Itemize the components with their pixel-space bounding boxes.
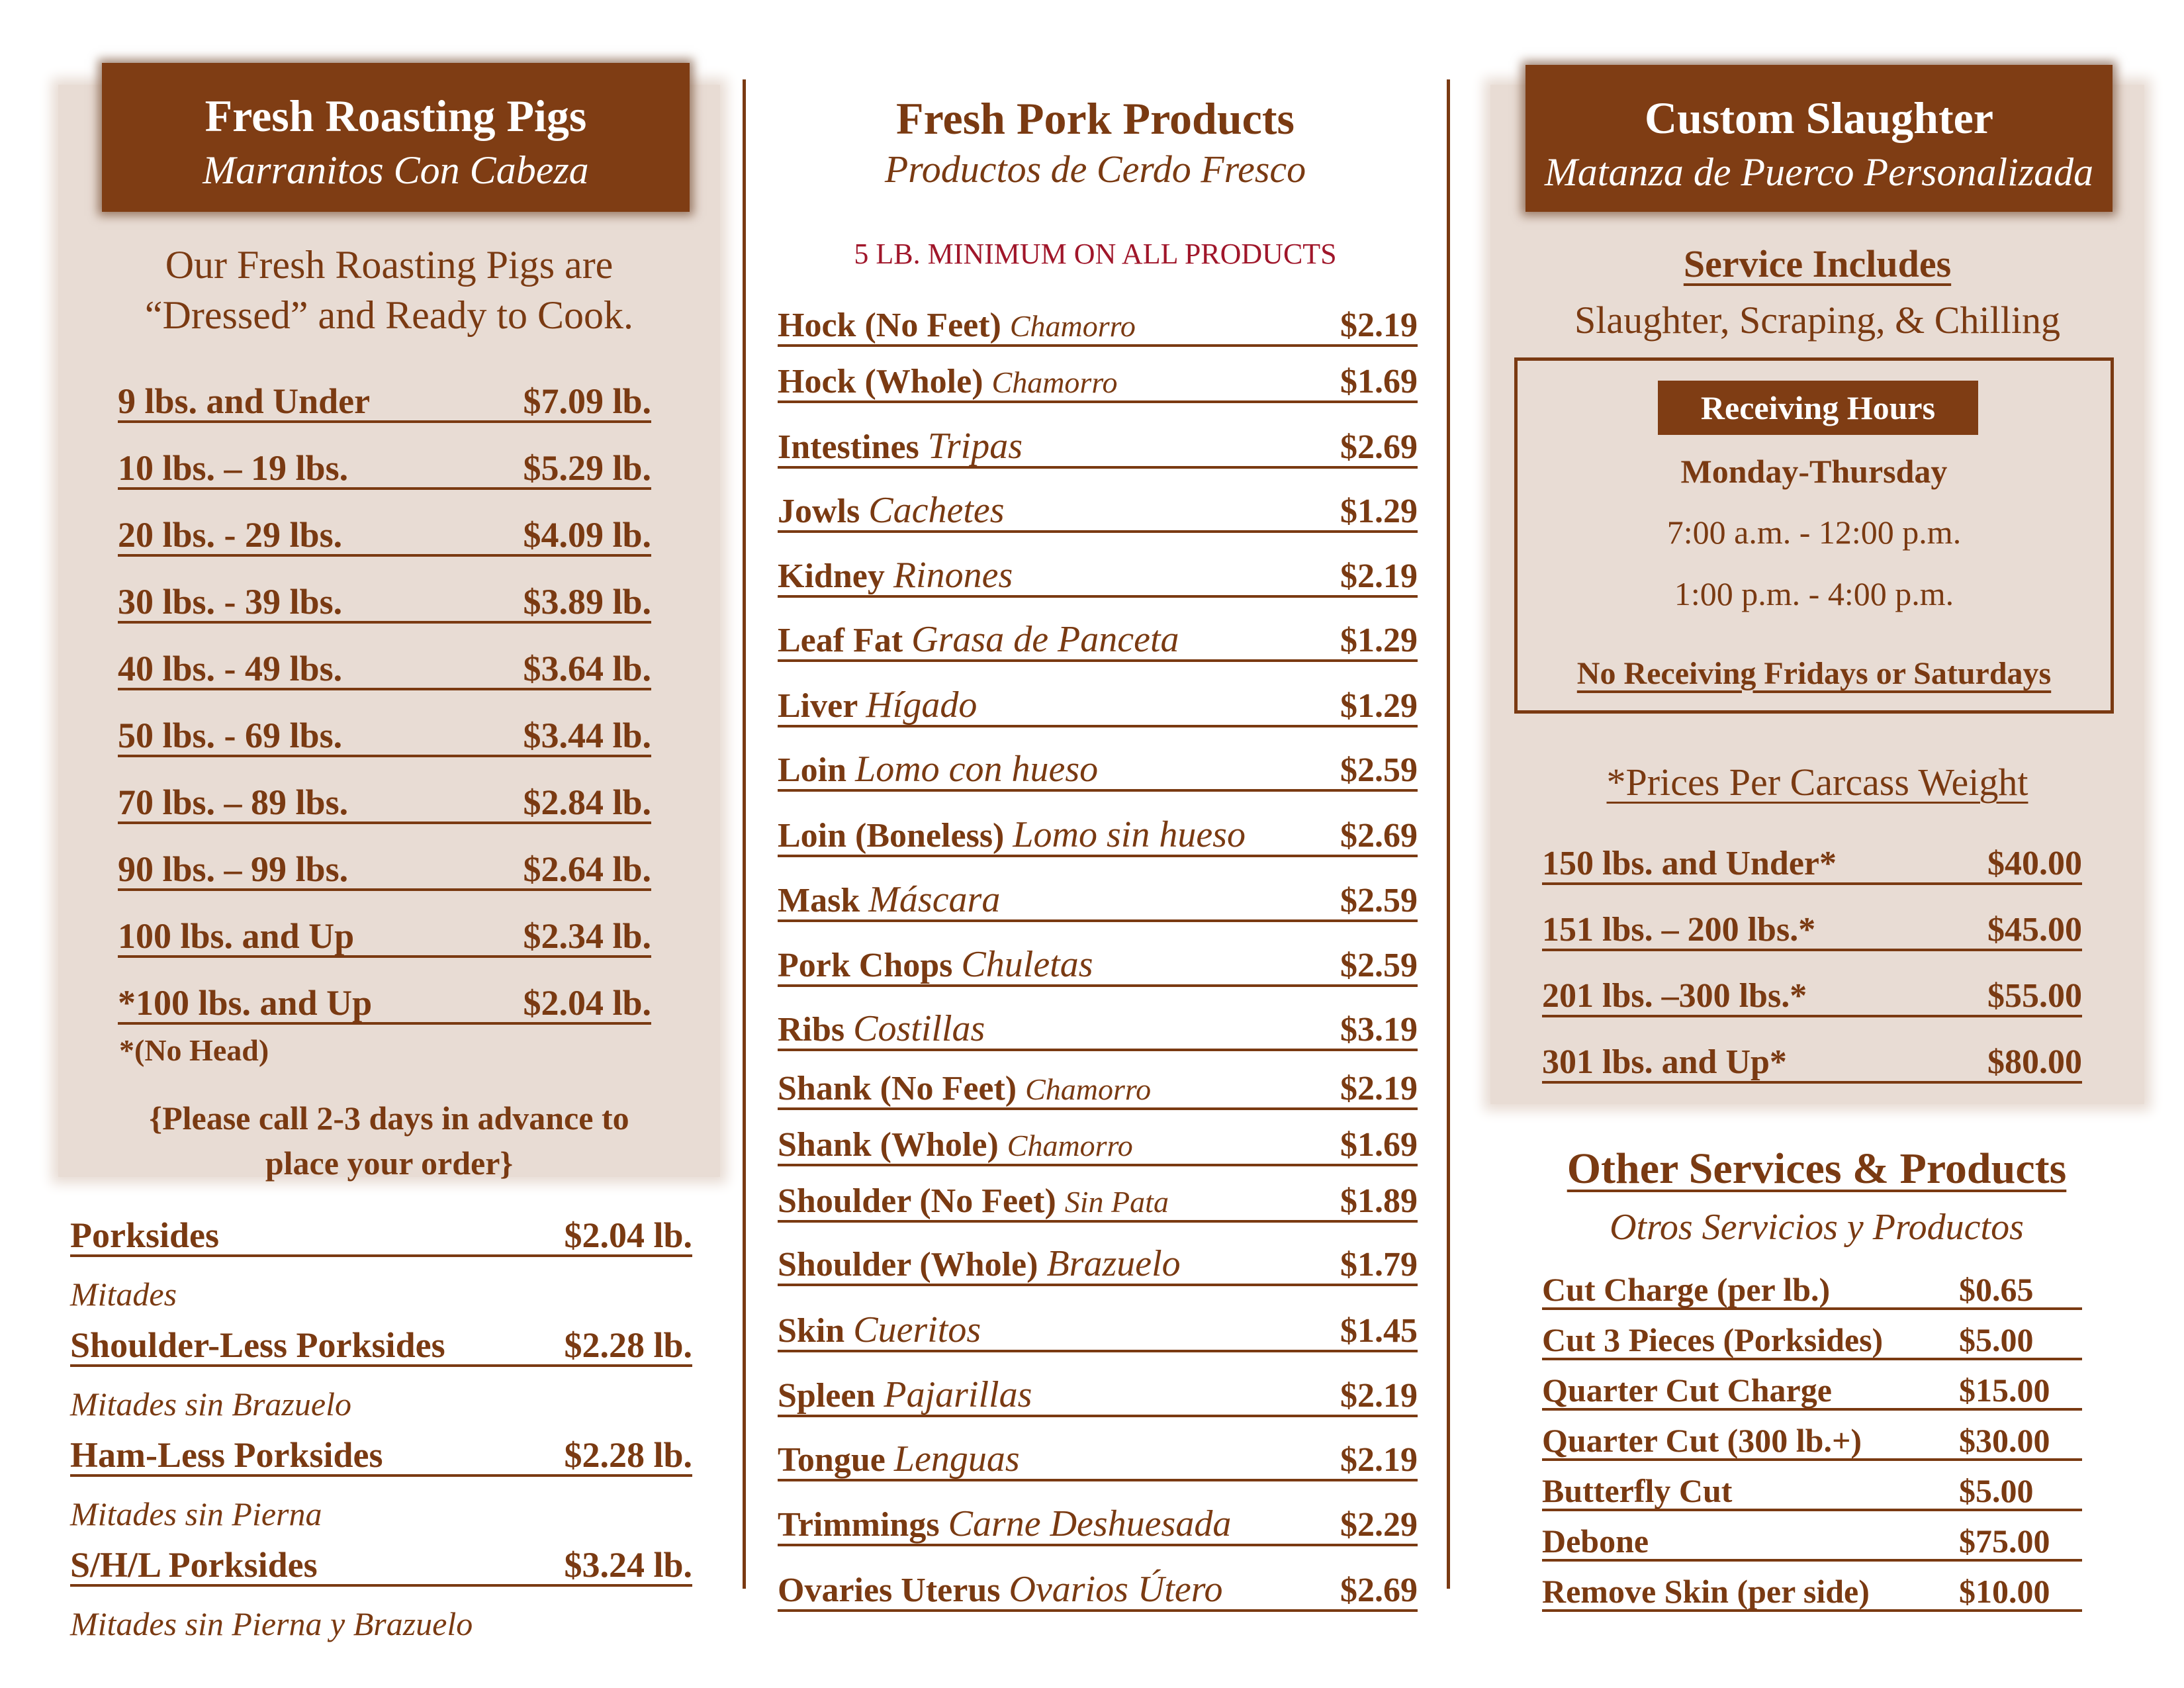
- roasting-intro: [58, 240, 720, 340]
- product-name: Shank (No Feet): [778, 1070, 1017, 1107]
- roasting-price-row: [118, 784, 651, 824]
- price-per-lb: $2.64 lb.: [523, 849, 651, 889]
- other-services-title-text: Other Services & Products: [1567, 1145, 2067, 1193]
- other-services-title: [1469, 1144, 2164, 1194]
- product-spanish: Tripas: [927, 426, 1023, 467]
- pork-product-label: [778, 1244, 1181, 1284]
- product-name: Jowls: [778, 492, 860, 530]
- porksides-name: S/H/L Porksides: [70, 1545, 318, 1585]
- other-service-row: [1542, 1574, 2082, 1612]
- no-head-note: *(No Head): [119, 1033, 269, 1067]
- pork-product-row: [778, 427, 1418, 469]
- slaughter-title: Custom Slaughter: [1644, 93, 1994, 143]
- product-name: Leaf Fat: [778, 622, 903, 659]
- product-spanish: Cueritos: [853, 1309, 981, 1350]
- porksides-price: $2.28 lb.: [564, 1325, 692, 1365]
- product-price: $1.29: [1340, 622, 1418, 659]
- column-divider-left: [743, 79, 746, 1589]
- weight-range: *100 lbs. and Up: [118, 983, 373, 1023]
- product-spanish: Brazuelo: [1046, 1243, 1181, 1284]
- weight-range: 9 lbs. and Under: [118, 381, 371, 421]
- service-includes-label: Service Includes: [1683, 242, 1952, 285]
- roasting-price-row: [118, 583, 651, 624]
- pork-product-row: [778, 1570, 1418, 1612]
- pork-product-row: [778, 1127, 1418, 1166]
- product-name: Tongue: [778, 1441, 886, 1479]
- pork-product-label: [778, 427, 1023, 466]
- product-spanish: Hígado: [866, 684, 978, 726]
- product-spanish: Lomo con hueso: [855, 749, 1099, 790]
- other-service-row: [1542, 1323, 2082, 1360]
- carcass-weight-note: [1490, 760, 2144, 804]
- porksides-name: Ham-Less Porksides: [70, 1435, 383, 1475]
- receiving-time-afternoon: 1:00 p.m. - 4:00 p.m.: [1674, 575, 1954, 612]
- product-price: $1.79: [1340, 1246, 1418, 1284]
- pork-product-label: [778, 1376, 1032, 1415]
- carcass-weight-range: 150 lbs. and Under*: [1542, 845, 1837, 882]
- porksides-spanish: Mitades sin Pierna: [70, 1495, 322, 1532]
- product-spanish: Ovarios Útero: [1009, 1569, 1223, 1610]
- service-includes-text: Slaughter, Scraping, & Chilling: [1574, 299, 2060, 342]
- weight-range: 90 lbs. – 99 lbs.: [118, 849, 349, 889]
- product-name: Pork Chops: [778, 947, 953, 984]
- roasting-price-row: [118, 984, 651, 1025]
- roasting-price-row: [118, 449, 651, 490]
- pork-product-row: [778, 1505, 1418, 1546]
- product-spanish: Lenguas: [893, 1438, 1020, 1479]
- slaughter-subtitle: Matanza de Puerco Personalizada: [1544, 150, 2094, 194]
- pork-product-label: [778, 1570, 1223, 1609]
- pork-product-row: [778, 620, 1418, 662]
- receiving-time-morning: 7:00 a.m. - 12:00 p.m.: [1666, 514, 1962, 551]
- product-name: Spleen: [778, 1377, 876, 1415]
- product-name: Intestines: [778, 428, 919, 466]
- carcass-weight-range: 301 lbs. and Up*: [1542, 1043, 1787, 1081]
- product-price: $2.19: [1340, 1070, 1418, 1107]
- pork-product-label: [778, 945, 1093, 984]
- pork-product-row: [778, 1244, 1418, 1286]
- pork-title: Fresh Pork Products: [896, 93, 1295, 144]
- service-name: Quarter Cut (300 lb.+): [1542, 1423, 1959, 1461]
- roasting-price-row: [118, 717, 651, 757]
- product-spanish: Rinones: [893, 555, 1013, 596]
- product-spanish: Carne Deshuesada: [948, 1503, 1232, 1544]
- product-price: $2.19: [1340, 1441, 1418, 1479]
- call-ahead-note: [58, 1096, 720, 1186]
- pork-product-row: [778, 491, 1418, 533]
- weight-range: 40 lbs. - 49 lbs.: [118, 649, 343, 688]
- service-name: Quarter Cut Charge: [1542, 1373, 1959, 1411]
- porksides-price: $2.04 lb.: [564, 1215, 692, 1255]
- pork-product-row: [778, 945, 1418, 987]
- porksides-name: Shoulder-Less Porksides: [70, 1325, 445, 1365]
- product-spanish: Sin Pata: [1064, 1185, 1169, 1219]
- column-divider-right: [1447, 79, 1450, 1589]
- pork-product-label: [778, 308, 1136, 344]
- service-price: $15.00: [1959, 1373, 2082, 1411]
- roasting-intro-line2: “Dressed” and Ready to Cook.: [144, 293, 634, 337]
- pork-product-label: [778, 364, 1118, 400]
- product-price: $1.29: [1340, 687, 1418, 725]
- pork-product-label: [778, 620, 1179, 659]
- product-spanish: Chamorro: [1009, 309, 1136, 343]
- carcass-weight-range: 151 lbs. – 200 lbs.*: [1542, 911, 1816, 949]
- product-spanish: Lomo sin hueso: [1013, 814, 1246, 855]
- product-price: $2.19: [1340, 306, 1418, 344]
- service-name: Cut Charge (per lb.): [1542, 1272, 1959, 1310]
- service-price: $0.65: [1959, 1272, 2082, 1310]
- roasting-price-row: [118, 851, 651, 891]
- product-price: $2.19: [1340, 1377, 1418, 1415]
- weight-range: 30 lbs. - 39 lbs.: [118, 582, 343, 622]
- price-per-lb: $7.09 lb.: [523, 381, 651, 421]
- slaughter-price: $55.00: [1987, 977, 2082, 1015]
- price-per-lb: $3.64 lb.: [523, 649, 651, 688]
- roasting-subtitle: Marranitos Con Cabeza: [203, 148, 589, 192]
- product-spanish: Pajarillas: [884, 1374, 1032, 1415]
- service-name: Butterfly Cut: [1542, 1474, 1959, 1511]
- pork-product-row: [778, 308, 1418, 347]
- service-price: $5.00: [1959, 1323, 2082, 1360]
- price-per-lb: $5.29 lb.: [523, 448, 651, 488]
- slaughter-price: $80.00: [1987, 1043, 2082, 1081]
- roasting-price-row: [118, 650, 651, 690]
- pork-product-label: [778, 1311, 981, 1350]
- product-name: Ovaries Uterus: [778, 1571, 1001, 1609]
- porksides-price: $3.24 lb.: [564, 1545, 692, 1585]
- pork-product-row: [778, 1311, 1418, 1352]
- product-name: Kidney: [778, 557, 885, 595]
- porksides-spanish: Mitades sin Pierna y Brazuelo: [70, 1605, 473, 1642]
- service-price: $30.00: [1959, 1423, 2082, 1461]
- other-service-row: [1542, 1423, 2082, 1461]
- price-per-lb: $4.09 lb.: [523, 515, 651, 555]
- product-name: Hock (No Feet): [778, 306, 1001, 344]
- pork-product-label: [778, 556, 1013, 595]
- product-price: $2.69: [1340, 1571, 1418, 1609]
- price-per-lb: $2.04 lb.: [523, 983, 651, 1023]
- weight-range: 70 lbs. – 89 lbs.: [118, 782, 349, 822]
- roasting-header: [102, 63, 690, 212]
- call-ahead-line2: place your order}: [265, 1145, 514, 1182]
- carcass-weight-text: *Prices Per Carcass Weight: [1606, 761, 2028, 804]
- service-name: Remove Skin (per side): [1542, 1574, 1959, 1612]
- pork-product-label: [778, 880, 1000, 919]
- product-name: Loin: [778, 751, 847, 789]
- price-per-lb: $3.89 lb.: [523, 582, 651, 622]
- pork-product-row: [778, 1009, 1418, 1051]
- porksides-row: [70, 1436, 692, 1477]
- call-ahead-line1: {Please call 2-3 days in advance to: [149, 1100, 629, 1137]
- product-price: $1.69: [1340, 1126, 1418, 1164]
- pork-product-label: [778, 816, 1246, 855]
- minimum-order-note: 5 LB. MINIMUM ON ALL PRODUCTS: [854, 238, 1337, 270]
- pork-product-label: [778, 1071, 1151, 1107]
- pork-product-label: [778, 686, 977, 725]
- product-name: Mask: [778, 882, 860, 919]
- slaughter-price: $40.00: [1987, 845, 2082, 882]
- pork-product-row: [778, 364, 1418, 403]
- pork-product-label: [778, 1505, 1231, 1544]
- product-price: $1.29: [1340, 492, 1418, 530]
- product-name: Shoulder (Whole): [778, 1246, 1038, 1284]
- product-name: Liver: [778, 687, 858, 725]
- pork-product-row: [778, 1071, 1418, 1110]
- roasting-price-row: [118, 516, 651, 557]
- product-name: Shoulder (No Feet): [778, 1182, 1056, 1220]
- porksides-spanish: Mitades sin Brazuelo: [70, 1385, 351, 1423]
- pork-product-row: [778, 686, 1418, 727]
- product-price: $1.69: [1340, 363, 1418, 400]
- roasting-title: Fresh Roasting Pigs: [205, 91, 587, 141]
- service-price: $75.00: [1959, 1524, 2082, 1562]
- pork-subtitle: Productos de Cerdo Fresco: [884, 148, 1306, 191]
- porksides-spanish: Mitades: [70, 1276, 177, 1313]
- no-receiving-note: [1518, 655, 2111, 692]
- product-price: $1.45: [1340, 1312, 1418, 1350]
- pork-product-row: [778, 1184, 1418, 1223]
- porksides-name: Porksides: [70, 1215, 220, 1255]
- product-spanish: Chamorro: [991, 365, 1118, 399]
- roasting-intro-line1: Our Fresh Roasting Pigs are: [165, 243, 614, 287]
- weight-range: 50 lbs. - 69 lbs.: [118, 716, 343, 755]
- product-spanish: Chamorro: [1025, 1072, 1152, 1106]
- roasting-price-row: [118, 383, 651, 423]
- product-price: $2.59: [1340, 882, 1418, 919]
- product-name: Loin (Boneless): [778, 817, 1005, 855]
- slaughter-price-row: [1542, 846, 2082, 885]
- product-spanish: Máscara: [868, 879, 1001, 920]
- slaughter-price-row: [1542, 978, 2082, 1017]
- service-price: $10.00: [1959, 1574, 2082, 1612]
- product-name: Trimmings: [778, 1506, 940, 1544]
- pork-product-row: [778, 750, 1418, 792]
- pork-product-row: [778, 556, 1418, 598]
- pork-product-row: [778, 1376, 1418, 1417]
- service-name: Debone: [1542, 1524, 1959, 1562]
- product-price: $3.19: [1340, 1011, 1418, 1049]
- slaughter-price: $45.00: [1987, 911, 2082, 949]
- product-price: $1.89: [1340, 1182, 1418, 1220]
- product-name: Shank (Whole): [778, 1126, 999, 1164]
- slaughter-header: [1525, 65, 2113, 212]
- weight-range: 100 lbs. and Up: [118, 916, 355, 956]
- slaughter-price-row: [1542, 912, 2082, 951]
- service-price: $5.00: [1959, 1474, 2082, 1511]
- price-per-lb: $2.84 lb.: [523, 782, 651, 822]
- product-price: $2.69: [1340, 428, 1418, 466]
- service-includes-heading: [1490, 242, 2144, 286]
- price-per-lb: $3.44 lb.: [523, 716, 651, 755]
- product-name: Hock (Whole): [778, 363, 983, 400]
- receiving-hours-box: [1514, 357, 2114, 714]
- weight-range: 20 lbs. - 29 lbs.: [118, 515, 343, 555]
- pork-product-label: [778, 1009, 985, 1049]
- product-price: $2.29: [1340, 1506, 1418, 1544]
- service-name: Cut 3 Pieces (Porksides): [1542, 1323, 1959, 1360]
- product-price: $2.69: [1340, 817, 1418, 855]
- other-service-row: [1542, 1373, 2082, 1411]
- other-service-row: [1542, 1474, 2082, 1511]
- porksides-row: [70, 1217, 692, 1257]
- pork-product-row: [778, 880, 1418, 922]
- other-services-subtitle: Otros Servicios y Productos: [1610, 1207, 2024, 1248]
- price-per-lb: $2.34 lb.: [523, 916, 651, 956]
- roasting-price-row: [118, 917, 651, 958]
- receiving-hours-badge: Receiving Hours: [1658, 381, 1978, 435]
- other-service-row: [1542, 1272, 2082, 1310]
- other-service-row: [1542, 1524, 2082, 1562]
- pork-product-label: [778, 491, 1005, 530]
- pork-product-label: [778, 1440, 1020, 1479]
- product-spanish: Chamorro: [1007, 1129, 1133, 1162]
- product-price: $2.59: [1340, 947, 1418, 984]
- pork-product-label: [778, 750, 1098, 789]
- porksides-row: [70, 1546, 692, 1587]
- slaughter-price-row: [1542, 1045, 2082, 1084]
- product-spanish: Chuletas: [961, 944, 1093, 985]
- receiving-days: Monday-Thursday: [1680, 453, 1948, 490]
- pork-product-label: [778, 1127, 1133, 1164]
- carcass-weight-range: 201 lbs. –300 lbs.*: [1542, 977, 1807, 1015]
- pork-product-row: [778, 816, 1418, 857]
- product-name: Skin: [778, 1312, 845, 1350]
- porksides-row: [70, 1327, 692, 1367]
- no-receiving-text: No Receiving Fridays or Saturdays: [1576, 656, 2052, 691]
- product-price: $2.19: [1340, 557, 1418, 595]
- product-name: Ribs: [778, 1011, 845, 1049]
- porksides-price: $2.28 lb.: [564, 1435, 692, 1475]
- product-spanish: Grasa de Panceta: [911, 619, 1179, 660]
- product-spanish: Costillas: [853, 1008, 985, 1049]
- weight-range: 10 lbs. – 19 lbs.: [118, 448, 349, 488]
- product-price: $2.59: [1340, 751, 1418, 789]
- pork-product-label: [778, 1184, 1169, 1220]
- product-spanish: Cachetes: [868, 490, 1005, 531]
- pork-product-row: [778, 1440, 1418, 1481]
